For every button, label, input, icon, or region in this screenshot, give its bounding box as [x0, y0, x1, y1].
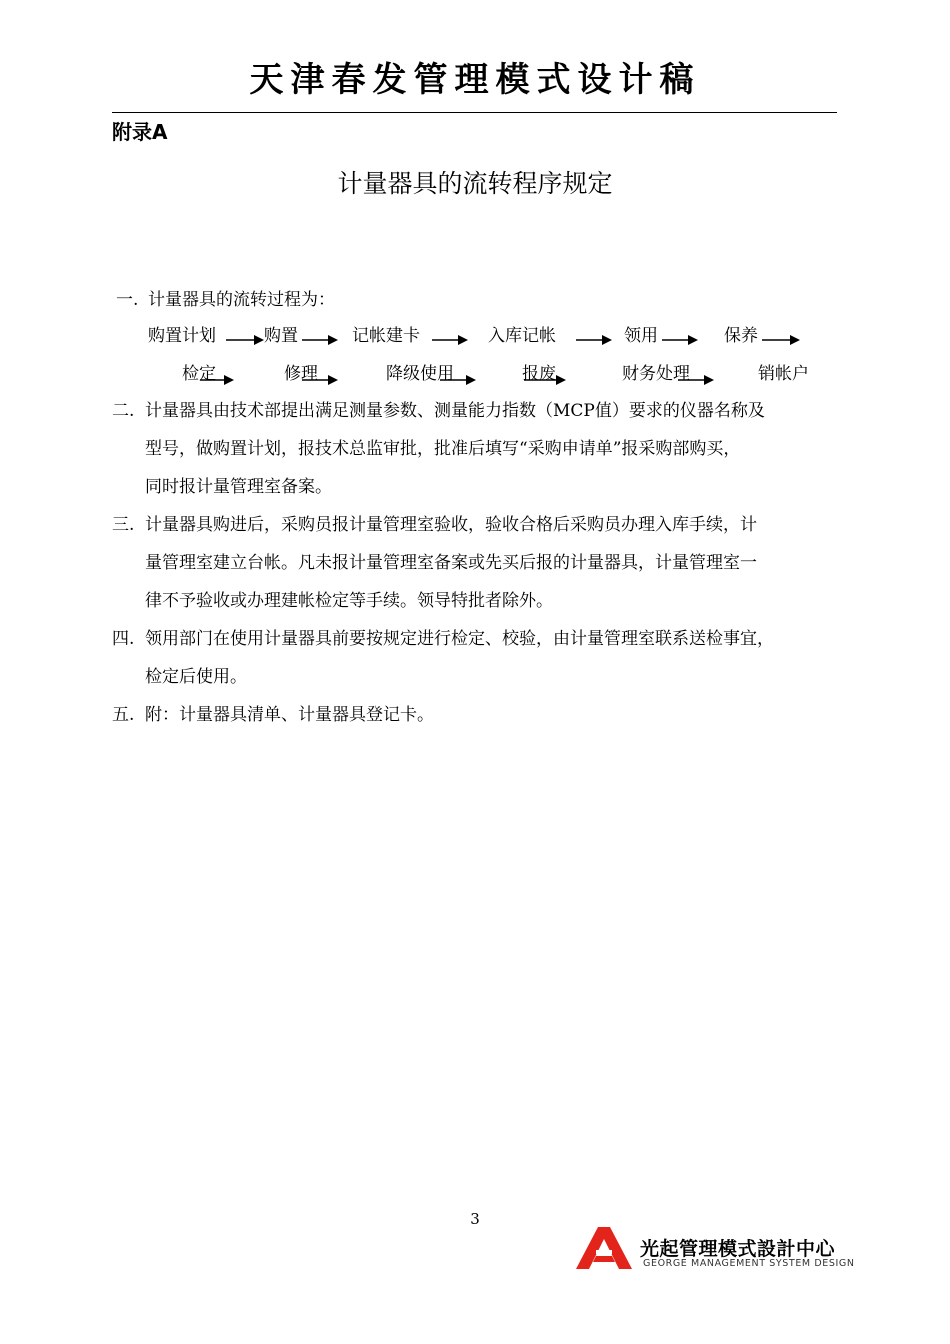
flow-step: 销帐户	[758, 364, 809, 384]
logo-company-name: 光起管理模式設計中心	[640, 1238, 836, 1260]
arrow-right-icon	[226, 334, 264, 346]
arrow-right-icon	[440, 374, 476, 386]
arrow-right-icon	[762, 334, 800, 346]
logo-company-subtitle: GEORGE MANAGEMENT SYSTEM DESIGN	[643, 1258, 855, 1269]
arrow-right-icon	[662, 334, 698, 346]
flow-step: 购置计划	[148, 326, 216, 346]
section-3-line: 律不予验收或办理建帐检定等手续。领导特批者除外。	[145, 591, 553, 611]
section-3-line: 计量器具购进后，采购员报计量管理室验收，验收合格后采购员办理入库手续，计	[145, 515, 757, 535]
section-1-text: 计量器具的流转过程为：	[148, 290, 335, 310]
flow-step: 领用	[624, 326, 658, 346]
flow-step: 购置	[264, 326, 298, 346]
arrow-right-icon	[524, 374, 566, 386]
section-2-line: 计量器具由技术部提出满足测量参数、测量能力指数（MCP值）要求的仪器名称及	[145, 401, 765, 421]
arrow-right-icon	[432, 334, 468, 346]
flow-step: 修理	[284, 364, 318, 384]
header-divider	[112, 112, 837, 113]
arrow-right-icon	[302, 334, 338, 346]
document-title: 计量器具的流转程序规定	[337, 169, 613, 198]
section-5-text: 附：计量器具清单、计量器具登记卡。	[145, 705, 434, 725]
section-3-line: 量管理室建立台帐。凡未报计量管理室备案或先买后报的计量器具，计量管理室一	[145, 553, 757, 573]
flow-step: 报废	[522, 364, 556, 384]
arrow-right-icon	[678, 374, 714, 386]
section-4-line: 检定后使用。	[145, 667, 247, 687]
flow-step: 记帐建卡	[352, 326, 420, 346]
arrow-right-icon	[576, 334, 612, 346]
section-4-line: 领用部门在使用计量器具前要按规定进行检定、校验，由计量管理室联系送检事宜，	[145, 629, 774, 649]
arrow-right-icon	[200, 374, 234, 386]
arrow-right-icon	[302, 374, 338, 386]
flow-step: 检定	[182, 364, 216, 384]
appendix-label: 附录A	[112, 120, 168, 144]
section-3-number: 三.	[112, 515, 135, 535]
flow-step: 财务处理	[622, 364, 690, 384]
page-number: 3	[470, 1210, 480, 1228]
section-5-number: 五.	[112, 705, 135, 725]
section-4-number: 四.	[112, 629, 135, 649]
section-1-number: 一.	[116, 290, 139, 310]
company-logo-icon	[574, 1226, 634, 1270]
flow-step: 入库记帐	[488, 326, 556, 346]
section-2-line: 同时报计量管理室备案。	[145, 477, 332, 497]
flow-step: 降级使用	[386, 364, 454, 384]
header-title: 天津春发管理模式设计稿	[249, 60, 701, 100]
section-2-line: 型号，做购置计划，报技术总监审批，批准后填写“采购申请单”报采购部购买，	[145, 439, 741, 459]
section-2-number: 二.	[112, 401, 135, 421]
flow-step: 保养	[724, 326, 758, 346]
